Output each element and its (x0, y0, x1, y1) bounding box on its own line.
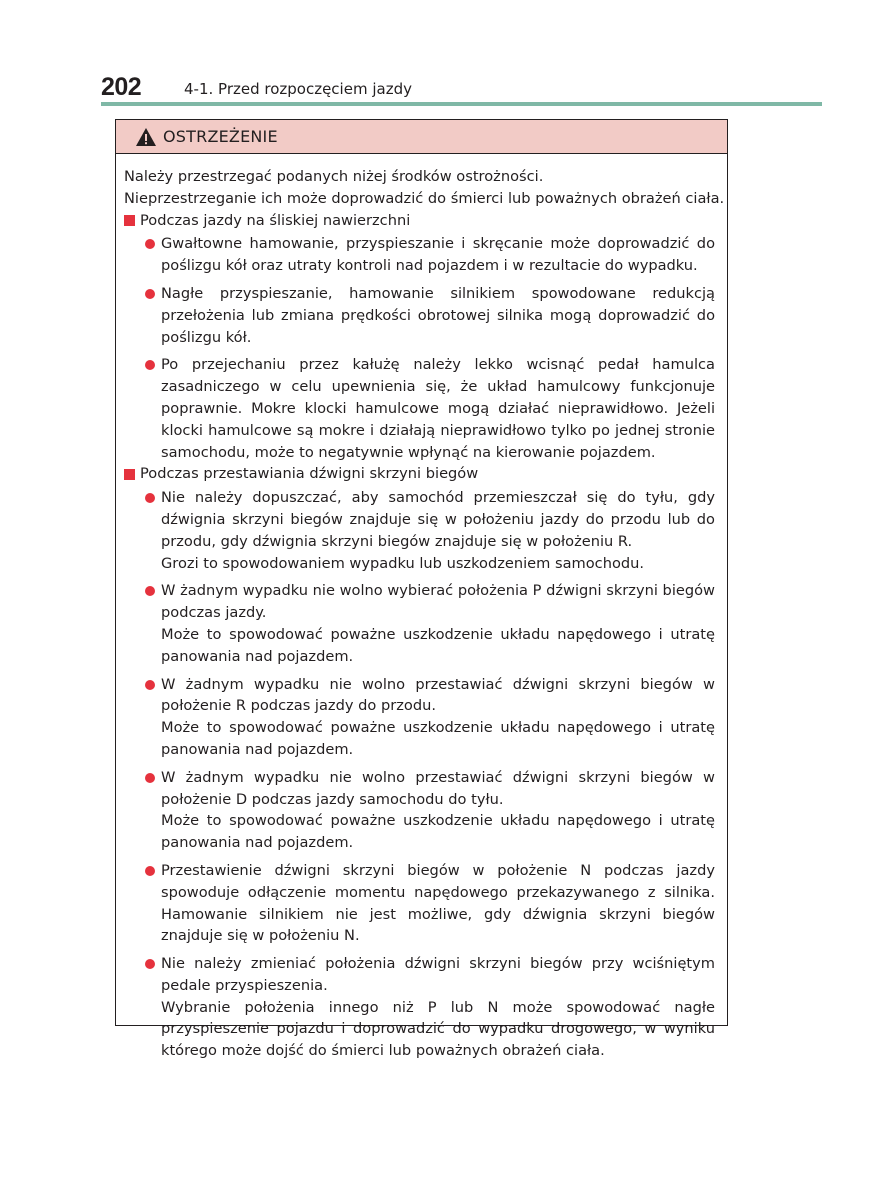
page-header (101, 70, 822, 106)
red-dot-icon (145, 959, 155, 969)
intro-line: Należy przestrzegać podanych niżej środków ostrożności. (124, 168, 544, 185)
item-text: Nagłe przyspieszanie, hamowanie silnikiem spowodowane redukcją przełożenia lub zmiana prędkości obrotowej silnika mogą doprowadzić do poślizgu kół. (161, 284, 715, 346)
list-item (124, 674, 715, 761)
subsection-heading-text: Podczas jazdy na śliskiej nawierzchni (140, 211, 411, 229)
red-dot-icon (145, 586, 155, 596)
list-item (124, 580, 715, 667)
item-consequence: Może to spowodować poważne uszkodzenie układu napędowego i utratę panowania nad pojazdem. (161, 625, 715, 665)
item-consequence: Może to spowodować poważne uszkodzenie układu napędowego i utratę panowania nad pojazdem. (161, 812, 715, 852)
red-dot-icon (145, 493, 155, 503)
item-text: Po przejechaniu przez kałużę należy lekko wcisnąć pedał hamulca zasadniczego w celu upewnienia się, że układ hamulcowy funkcjonuje poprawnie. Mokre klocki hamulcowe mogą działać nieprawidłowo. Jeżeli klocki hamulcowe są mokre i działają nieprawidłowo tylko po jednej stronie samochodu, może to negatywnie wpłynąć na kierowanie pojazdem. (161, 356, 715, 461)
section-title: 4-1. Przed rozpoczęciem jazdy (184, 80, 412, 98)
item-text: Gwałtowne hamowanie, przyspieszanie i skręcanie może doprowadzić do poślizgu kół oraz utraty kontroli nad pojazdem i w rezultacie do wypadku. (161, 235, 715, 275)
subsection-heading (124, 210, 715, 232)
list-item (124, 283, 715, 348)
red-dot-icon (145, 289, 155, 299)
item-text: Nie należy dopuszczać, aby samochód przemieszczał się do tyłu, gdy dźwignia skrzyni biegów znajduje się w położeniu jazdy do przodu lub do przodu, gdy dźwignia skrzyni biegów znajduje się w położeniu R. (161, 489, 715, 550)
list-item (124, 487, 715, 574)
warning-body (116, 154, 727, 1062)
intro-line: Nieprzestrzeganie ich może doprowadzić do śmierci lub poważnych obrażeń ciała. (124, 189, 725, 207)
subsection-heading-text: Podczas przestawiania dźwigni skrzyni biegów (140, 465, 479, 483)
list-item (124, 233, 715, 277)
list-item (124, 860, 715, 947)
red-dot-icon (145, 773, 155, 783)
red-dot-icon (145, 239, 155, 249)
header-rule (101, 102, 822, 106)
red-dot-icon (145, 866, 155, 876)
red-square-icon (124, 469, 135, 480)
item-consequence: Może to spowodować poważne uszkodzenie układu napędowego i utratę panowania nad pojazdem. (161, 719, 715, 758)
page-number: 202 (101, 73, 142, 101)
red-dot-icon (145, 680, 155, 690)
item-text: Przestawienie dźwigni skrzyni biegów w położenie N podczas jazdy spowoduje odłączenie momentu napędowego przekazywanego z silnika. Hamowanie silnikiem nie jest możliwe, gdy dźwignia skrzyni biegów znajduje się w położeniu N. (161, 861, 715, 945)
subsection-heading (124, 463, 715, 485)
warning-header (116, 120, 727, 154)
item-text: W żadnym wypadku nie wolno przestawiać dźwigni skrzyni biegów w położenie R podczas jazdy do przodu. (161, 675, 715, 715)
red-square-icon (124, 215, 135, 226)
warning-triangle-icon (135, 127, 157, 147)
item-text: W żadnym wypadku nie wolno przestawiać dźwigni skrzyni biegów w położenie D podczas jazdy samochodu do tyłu. (161, 768, 715, 808)
warning-title: OSTRZEŻENIE (163, 127, 278, 146)
list-item (124, 354, 715, 463)
item-consequence: Grozi to spowodowaniem wypadku lub uszkodzeniem samochodu. (161, 554, 645, 572)
item-text: W żadnym wypadku nie wolno wybierać położenia P dźwigni skrzyni biegów podczas jazdy. (161, 582, 715, 622)
item-consequence: Wybranie położenia innego niż P lub N może spowodować nagłe przyspieszenie pojazdu i doprowadzić do wypadku drogowego, w wyniku którego może dojść do śmierci lub poważnych obrażeń ciała. (161, 998, 715, 1060)
list-item (124, 767, 715, 854)
item-text: Nie należy zmieniać położenia dźwigni skrzyni biegów przy wciśniętym pedale przyspieszenia. (161, 955, 715, 994)
warning-box (115, 119, 728, 1060)
red-dot-icon (145, 360, 155, 370)
list-item (124, 953, 715, 1062)
